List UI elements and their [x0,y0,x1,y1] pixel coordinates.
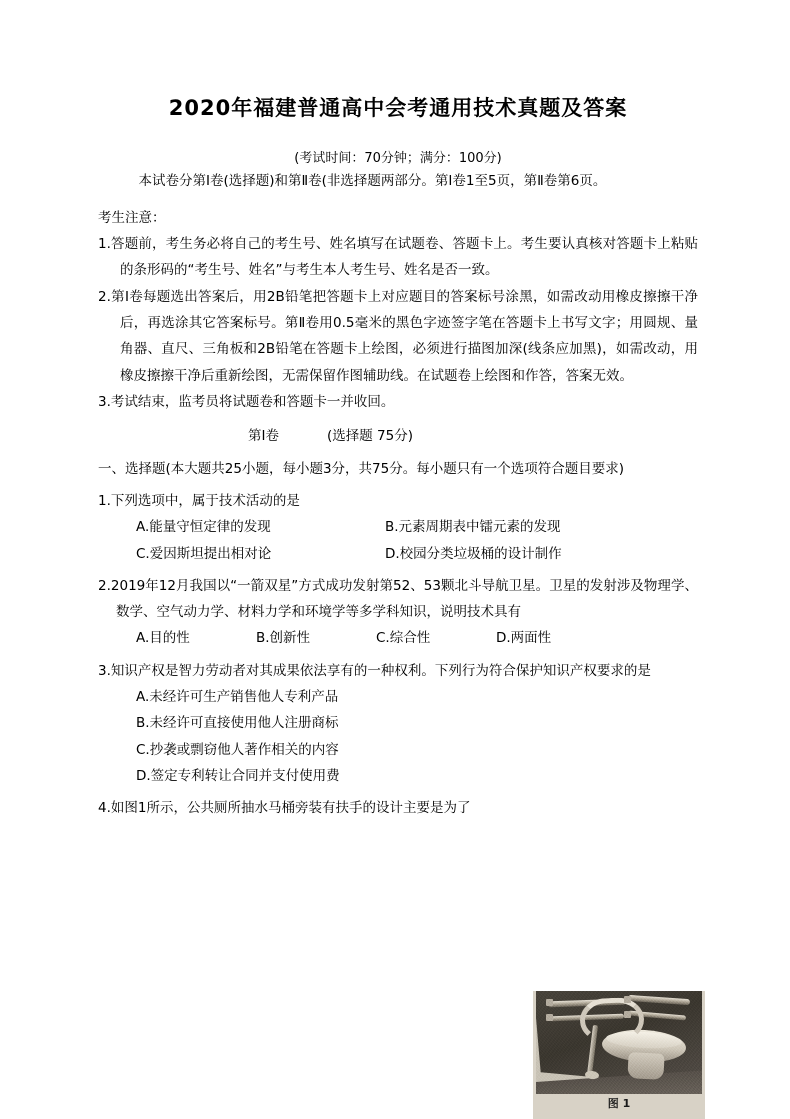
instruction-number-2: 2. [98,288,111,305]
instruction-number-1: 1. [98,236,111,253]
figure-1 [533,991,705,1119]
instruction-text-2: 第Ⅰ卷每题选出答案后，用2B铅笔把答题卡上对应题目的答案标号涂黑，如需改动用橡皮擦擦干净后，再选涂其它答案标号。第Ⅱ卷用0.5毫米的黑色字迹签字笔在答题卡上书写文字；用圆规、量角器、直尺、三角板和2B铅笔在答题卡上绘图，必须进行描图加深(线条应加黑)，如需改动，用橡皮擦擦干净后重新绘图，无需保留作图辅助线。在试题卷上绘图和作答，答案无效。 [110,288,698,384]
question-2-option-b[interactable]: B.创新性 [256,630,311,647]
question-2-option-d[interactable]: D.两面性 [496,630,552,647]
question-2-option-c[interactable]: C.综合性 [376,630,431,647]
question-1-stem [98,488,698,514]
question-3-option-a[interactable]: A.未经许可生产销售他人专利产品 [136,689,339,706]
question-4-number: 4. [98,800,111,817]
question-2-text: 2019年12月我国以“一箭双星”方式成功发射第52、53颗北斗导航卫星。卫星的发射涉及物理学、数学、空气动力学、材料力学和环境学等多学科知识，说明技术具有 [110,577,698,621]
instruction-item-1 [98,231,698,284]
question-1-options [98,514,698,567]
question-4-stem [98,795,698,821]
question-1-option-c[interactable]: C.爱因斯坦提出相对论 [136,545,272,562]
instruction-item-2 [98,284,698,389]
question-3-stem [98,658,698,684]
question-1-option-row-2 [98,541,698,567]
question-3-option-c[interactable]: C.抄袭或剽窃他人著作相关的内容 [136,741,339,758]
multiple-choice-section-intro: 一、选择题(本大题共25小题，每小题3分，共75分。每小题只有一个选项符合题目要求) [98,460,624,477]
question-1-text: 下列选项中，属于技术活动的是 [110,492,300,509]
question-3-number: 3. [98,662,111,679]
question-3-options [98,684,698,789]
figure-1-caption: 图 1 [607,1097,631,1110]
question-3 [98,658,698,790]
question-1 [98,488,698,567]
instruction-text-3: 考试结束，监考员将试题卷和答题卡一并收回。 [110,393,395,410]
question-4 [98,795,698,821]
page-title: 2020年福建普通高中会考通用技术真题及答案 [168,96,628,120]
question-3-option-b[interactable]: B.未经许可直接使用他人注册商标 [136,715,339,732]
question-3-text: 知识产权是智力劳动者对其成果依法享有的一种权利。下列行为符合保护知识产权要求的是 [110,662,651,679]
instruction-text-1: 答题前，考生务必将自己的考生号、姓名填写在试题卷、答题卡上。考生要认真核对答题卡上粘贴的条形码的“考生号、姓名”与考生本人考生号、姓名是否一致。 [110,236,698,279]
question-2-option-a[interactable]: A.目的性 [136,630,190,647]
question-1-option-row-1 [98,514,698,540]
instruction-item-3 [98,389,698,415]
question-2-stem [98,573,698,626]
question-1-option-a[interactable]: A.能量守恒定律的发现 [136,519,271,536]
question-4-text: 如图1所示，公共厕所抽水马桶旁装有扶手的设计主要是为了 [110,800,471,817]
question-2-options [98,625,698,651]
part-one-score: (选择题 75分) [326,428,413,445]
exam-time-score-subtitle: (考试时间：70分钟；满分：100分) [294,151,502,167]
question-2-number: 2. [98,577,111,594]
question-3-option-d[interactable]: D.签定专利转让合同并支付使用费 [136,768,340,785]
candidate-notice-heading: 考生注意： [98,209,166,226]
instruction-number-3: 3. [98,393,111,410]
question-1-option-b[interactable]: B.元素周期表中镭元素的发现 [385,519,561,536]
question-1-option-d[interactable]: D.校园分类垃圾桶的设计制作 [385,545,562,562]
part-one-heading [98,423,698,449]
document-body [98,0,698,822]
question-2 [98,573,698,652]
toilet-grab-bar-photo [536,991,702,1094]
part-one-label: 第Ⅰ卷 [248,428,279,445]
question-1-number: 1. [98,492,111,509]
paper-structure-intro: 本试卷分第Ⅰ卷(选择题)和第Ⅱ卷(非选择题两部分。第Ⅰ卷1至5页，第Ⅱ卷第6页。 [138,173,607,190]
photo-grain-overlay [536,991,702,1094]
